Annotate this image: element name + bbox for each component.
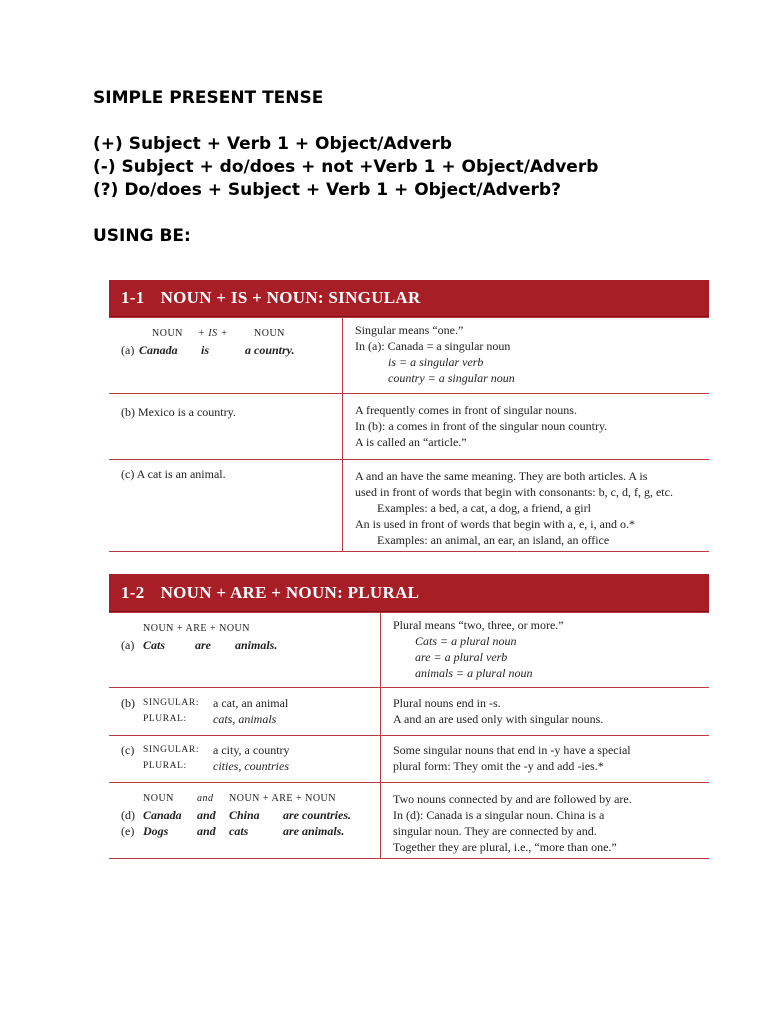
explanation-line: A and an have the same meaning. They are both articles. A is <box>355 469 648 483</box>
formula-negative: (-) Subject + do/does + not +Verb 1 + Object/Adverb <box>93 157 599 177</box>
explanation-cell <box>381 613 709 687</box>
example-and: and <box>197 824 216 838</box>
chart-title: NOUN + IS + NOUN: SINGULAR <box>160 288 421 307</box>
explanation-line: animals = a plural noun <box>415 666 533 680</box>
example-cell <box>109 318 343 393</box>
singular-value: a cat, an animal <box>213 696 289 710</box>
singular-label: SINGULAR: <box>143 698 200 708</box>
example-label: (b) <box>121 696 135 710</box>
example-cell <box>109 688 381 735</box>
chart-row <box>109 317 709 394</box>
example-object: animals. <box>235 638 278 652</box>
explanation-line: An is used in front of words that begin with a, e, i, and o.* <box>355 517 635 531</box>
explanation-cell <box>381 783 709 858</box>
explanation-cell <box>343 318 709 393</box>
explanation-line: Singular means “one.” <box>355 323 464 337</box>
explanation-line: plural form: They omit the -y and add -ies.* <box>393 759 604 773</box>
header-noun: NOUN <box>143 793 174 804</box>
plural-value: cities, countries <box>213 759 289 773</box>
explanation-cell <box>343 460 709 551</box>
example-sentence: (c) A cat is an animal. <box>121 467 226 481</box>
formula-question: (?) Do/does + Subject + Verb 1 + Object/Adverb? <box>93 180 561 200</box>
explanation-cell <box>381 736 709 782</box>
chart-row <box>109 460 709 552</box>
explanation-line: country = a singular noun <box>388 371 515 385</box>
header-and: and <box>197 793 214 804</box>
example-verb: are <box>195 638 211 652</box>
explanation-line: are = a plural verb <box>415 650 508 664</box>
chart-title-bar <box>109 574 709 612</box>
plural-label: PLURAL: <box>143 761 187 771</box>
plural-label: PLURAL: <box>143 714 187 724</box>
chart-title: NOUN + ARE + NOUN: PLURAL <box>160 582 420 602</box>
singular-value: a city, a country <box>213 743 290 757</box>
example-subject-2: China <box>229 808 260 822</box>
chart-row <box>109 394 709 460</box>
example-cell <box>109 460 343 551</box>
example-rest: are countries. <box>283 808 352 822</box>
explanation-line: Some singular nouns that end in -y have a special <box>393 743 631 757</box>
example-label: (d) <box>121 808 135 822</box>
chart-row <box>109 736 709 783</box>
example-sentence: (b) Mexico is a country. <box>121 405 236 419</box>
header-is: + IS + <box>198 328 228 339</box>
example-label: (a) <box>121 343 135 357</box>
explanation-line: A is called an “article.” <box>355 435 467 449</box>
formula-positive: (+) Subject + Verb 1 + Object/Adverb <box>93 134 452 154</box>
explanation-cell <box>381 688 709 735</box>
grammar-chart-plural <box>109 574 709 859</box>
grammar-chart-singular <box>109 280 709 552</box>
explanation-cell <box>343 394 709 459</box>
example-cell <box>109 736 381 782</box>
explanation-line: A frequently comes in front of singular nouns. <box>355 403 577 417</box>
plural-value: cats, animals <box>213 712 277 726</box>
header-noun: NOUN <box>152 328 183 339</box>
example-label: (c) <box>121 743 135 757</box>
example-subject: Dogs <box>143 824 169 838</box>
explanation-line: Plural nouns end in -s. <box>393 696 501 710</box>
example-cell <box>109 783 381 858</box>
using-be-heading: USING BE: <box>93 226 191 246</box>
explanation-line: In (a): Canada = a singular noun <box>355 339 511 353</box>
example-verb: is <box>201 343 210 357</box>
explanation-line: Two nouns connected by and are followed by are. <box>393 792 632 806</box>
example-cell <box>109 394 343 459</box>
explanation-line: Examples: a bed, a cat, a dog, a friend, a girl <box>377 501 591 515</box>
chart-number: 1-2 <box>121 582 145 602</box>
example-object: a country. <box>245 343 295 357</box>
page-title: SIMPLE PRESENT TENSE <box>93 88 324 108</box>
chart-row <box>109 688 709 736</box>
explanation-line: A and an are used only with singular nouns. <box>393 712 604 726</box>
example-rest: are animals. <box>283 824 345 838</box>
chart-row <box>109 783 709 859</box>
singular-label: SINGULAR: <box>143 745 200 755</box>
header-noun-are-noun: NOUN + ARE + NOUN <box>143 623 251 634</box>
explanation-line: used in front of words that begin with consonants: b, c, d, f, g, etc. <box>355 485 673 499</box>
chart-title-bar <box>109 280 709 317</box>
header-noun-2: NOUN <box>254 328 285 339</box>
example-and: and <box>197 808 216 822</box>
example-subject: Canada <box>143 808 182 822</box>
chart-row <box>109 612 709 688</box>
example-subject: Cats <box>143 638 166 652</box>
explanation-line: Together they are plural, i.e., “more than one.” <box>393 840 617 854</box>
explanation-line: In (b): a comes in front of the singular noun country. <box>355 419 608 433</box>
explanation-line: is = a singular verb <box>388 355 484 369</box>
example-cell <box>109 613 381 687</box>
explanation-line: Examples: an animal, an ear, an island, an office <box>377 533 610 547</box>
chart-number: 1-1 <box>121 288 145 307</box>
explanation-line: Cats = a plural noun <box>415 634 517 648</box>
header-noun-are-noun: NOUN + ARE + NOUN <box>229 793 337 804</box>
explanation-line: Plural means “two, three, or more.” <box>393 618 564 632</box>
example-label: (e) <box>121 824 135 838</box>
explanation-line: In (d): Canada is a singular noun. China is a <box>393 808 605 822</box>
example-subject: Canada <box>139 343 178 357</box>
explanation-line: singular noun. They are connected by and. <box>393 824 597 838</box>
example-subject-2: cats <box>229 824 249 838</box>
example-label: (a) <box>121 638 135 652</box>
